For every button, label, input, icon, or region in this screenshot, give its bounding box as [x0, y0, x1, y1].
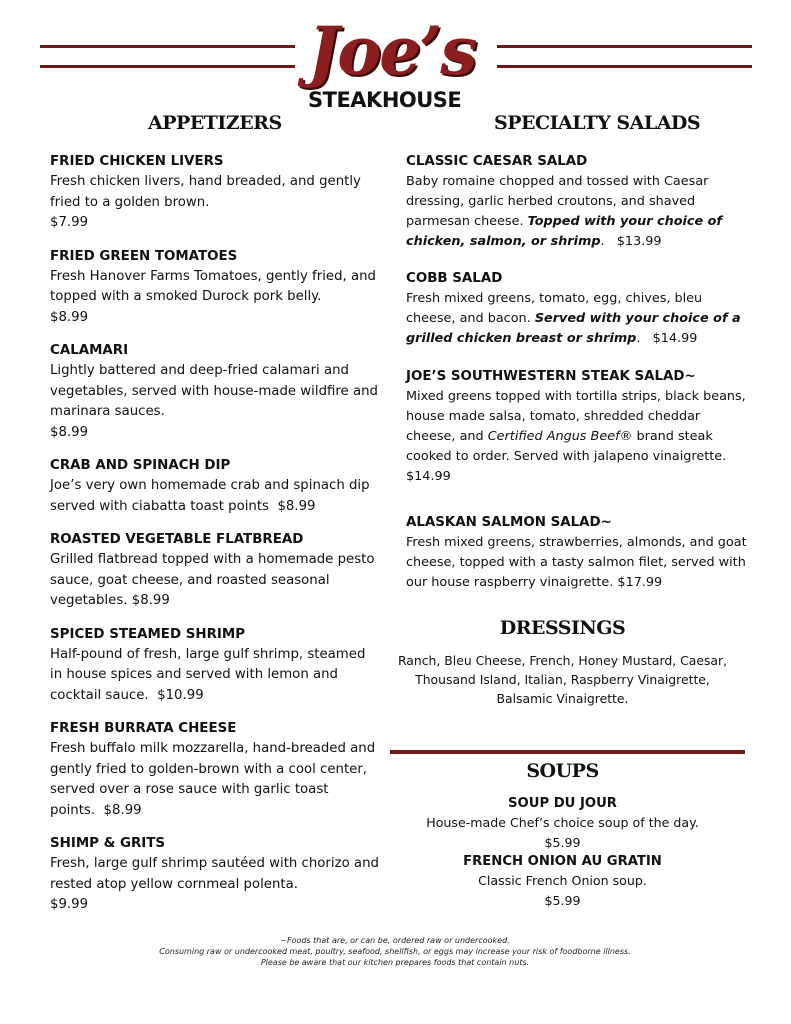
- item-desc: Fresh buffalo milk mozzarella, hand-breaded and gently fried to golden-brown with a cool center, served over a rose sauce with garlic toast points.: [50, 741, 376, 818]
- item-desc: Grilled flatbread topped with a homemade pesto sauce, goat cheese, and roasted seasonal vegetables.: [50, 552, 375, 608]
- item-name: FRIED GREEN TOMATOES: [50, 248, 238, 264]
- header-rule-left-bottom: [40, 65, 295, 68]
- item-price: $14.99: [406, 469, 451, 484]
- item-desc: Half-pound of fresh, large gulf shrimp, steamed in house spices and served with lemon and cocktail sauce.: [50, 646, 366, 703]
- item-price: $13.99: [616, 234, 662, 249]
- item-desc: Fresh mixed greens, strawberries, almonds, and goat cheese, topped with a tasty salmon filet, served with our house raspberry vinaigrette.: [406, 535, 747, 590]
- item-desc: Fresh chicken livers, hand breaded, and gently fried to a golden brown.: [50, 174, 361, 210]
- soup-name: SOUP DU JOUR: [508, 796, 617, 811]
- menu-item: [406, 152, 751, 252]
- item-price: $14.99: [652, 331, 698, 346]
- header-rule-right-bottom: [497, 65, 752, 68]
- item-desc-line: Baby romaine chopped and tossed with Caesar dressing, garlic herbed croutons, and shaved parmesan cheese. Topped with your choice of chicken, salmon, or shrimp. $13.99: [406, 174, 722, 249]
- header-rule-right-top: [497, 45, 752, 48]
- item-name: SPICED STEAMED SHRIMP: [50, 626, 246, 642]
- item-price: $10.99: [157, 687, 204, 703]
- menu-item: [50, 456, 380, 517]
- soup-name: FRENCH ONION AU GRATIN: [463, 854, 662, 869]
- footer-disclaimer: [110, 935, 680, 968]
- logo-wordmark: STEAKHOUSE: [308, 88, 462, 112]
- item-desc: Fresh Hanover Farms Tomatoes, gently fried, and topped with a smoked Durock pork belly.: [50, 268, 376, 304]
- menu-item: [50, 530, 380, 612]
- dressings-list: Ranch, Bleu Cheese, French, Honey Mustard, Caesar, Thousand Island, Italian, Raspberry Vinaigrette, Balsamic Vinaigrette.: [397, 653, 728, 706]
- item-desc-line: [406, 533, 751, 593]
- item-desc: Mixed greens topped with tortilla strips, black beans, house made salsa, tomato, shredded cheddar cheese, and: [406, 389, 746, 444]
- item-price: $9.99: [50, 897, 89, 912]
- logo-script: Joe’s: [308, 12, 476, 90]
- item-price: $8.99: [103, 802, 142, 818]
- item-desc: Lightly battered and deep-fried calamari and vegetables, served with house-made wildfire and marinara sauces.: [50, 363, 378, 419]
- soup-item: [390, 794, 735, 852]
- menu-item: [50, 719, 380, 821]
- item-name: CALAMARI: [50, 343, 129, 358]
- item-emphasis: Topped with your choice of chicken, salmon, or shrimp: [406, 214, 722, 249]
- header-rule-left-top: [40, 45, 295, 48]
- soup-desc: House-made Chef’s choice soup of the day.: [426, 815, 699, 830]
- item-desc-line: [50, 550, 380, 612]
- item-desc-line: [406, 387, 751, 467]
- item-name: CLASSIC CAESAR SALAD: [406, 154, 588, 169]
- item-name: JOE’S SOUTHWESTERN STEAK SALAD~: [406, 369, 696, 384]
- item-desc-line: [50, 739, 380, 821]
- menu-item: [50, 625, 380, 707]
- item-desc-line: [50, 476, 380, 517]
- dressings-section: [390, 617, 735, 708]
- item-desc-line: Fresh mixed greens, tomato, egg, chives, bleu cheese, and bacon. Served with your choice of a grilled chicken breast or shrimp. $14.99: [406, 291, 741, 346]
- item-name: FRIED CHICKEN LIVERS: [50, 154, 224, 169]
- item-price: $8.99: [131, 593, 170, 608]
- item-name: SHIMP & GRITS: [50, 836, 166, 851]
- menu-item: [406, 367, 751, 487]
- footer-line-nuts: Please be aware that our kitchen prepares foods that contain nuts.: [260, 958, 530, 967]
- soup-price: $5.99: [544, 834, 581, 850]
- item-price: $8.99: [50, 424, 89, 440]
- soup-price: $5.99: [544, 892, 581, 908]
- soups-divider: [390, 750, 745, 754]
- menu-item: [50, 834, 380, 916]
- appetizers-heading: APPETIZERS: [148, 112, 282, 134]
- item-desc-line: [50, 645, 380, 707]
- item-price: $17.99: [617, 575, 663, 590]
- soup-item: [390, 852, 735, 910]
- appetizers-section: [50, 112, 380, 929]
- menu-item: [406, 513, 751, 593]
- soups-heading: SOUPS: [526, 760, 599, 782]
- menu-item: [50, 152, 380, 234]
- menu-item: [406, 269, 751, 349]
- salads-section: [406, 112, 751, 606]
- item-price: $7.99: [50, 215, 89, 230]
- item-name: CRAB AND SPINACH DIP: [50, 458, 231, 473]
- menu-item: [50, 341, 380, 443]
- footer-line-raw: ~Foods that are, or can be, ordered raw or undercooked.: [280, 936, 510, 945]
- menu-item: [50, 247, 380, 329]
- item-desc: Baby romaine chopped and tossed with Caesar dressing, garlic herbed croutons, and shaved parmesan cheese.: [406, 174, 709, 229]
- item-price: $8.99: [277, 498, 316, 514]
- item-emphasis: Served with your choice of a grilled chicken breast or shrimp: [406, 311, 741, 346]
- dressings-heading: DRESSINGS: [499, 617, 626, 639]
- item-name: ALASKAN SALMON SALAD~: [406, 515, 612, 530]
- item-desc: Fresh mixed greens, tomato, egg, chives, bleu cheese, and bacon.: [406, 291, 703, 326]
- item-desc: Joe’s very own homemade crab and spinach dip served with ciabatta toast points: [50, 478, 370, 514]
- item-price: $8.99: [50, 309, 89, 325]
- salads-heading: SPECIALTY SALADS: [494, 112, 701, 134]
- soups-section: [390, 760, 735, 910]
- item-desc: Fresh, large gulf shrimp sautéed with chorizo and rested atop yellow cornmeal polenta.: [50, 856, 379, 892]
- item-desc-cont: brand steak cooked to order. Served with jalapeno vinaigrette.: [406, 429, 727, 464]
- item-name: COBB SALAD: [406, 271, 503, 286]
- soup-desc: Classic French Onion soup.: [478, 873, 647, 888]
- item-name: FRESH BURRATA CHEESE: [50, 721, 237, 736]
- item-name: ROASTED VEGETABLE FLATBREAD: [50, 532, 304, 547]
- footer-line-risk: Consuming raw or undercooked meat, poultry, seafood, shellfish, or eggs may increase your risk of foodborne illness.: [159, 947, 631, 956]
- item-brand: Certified Angus Beef®: [487, 429, 633, 444]
